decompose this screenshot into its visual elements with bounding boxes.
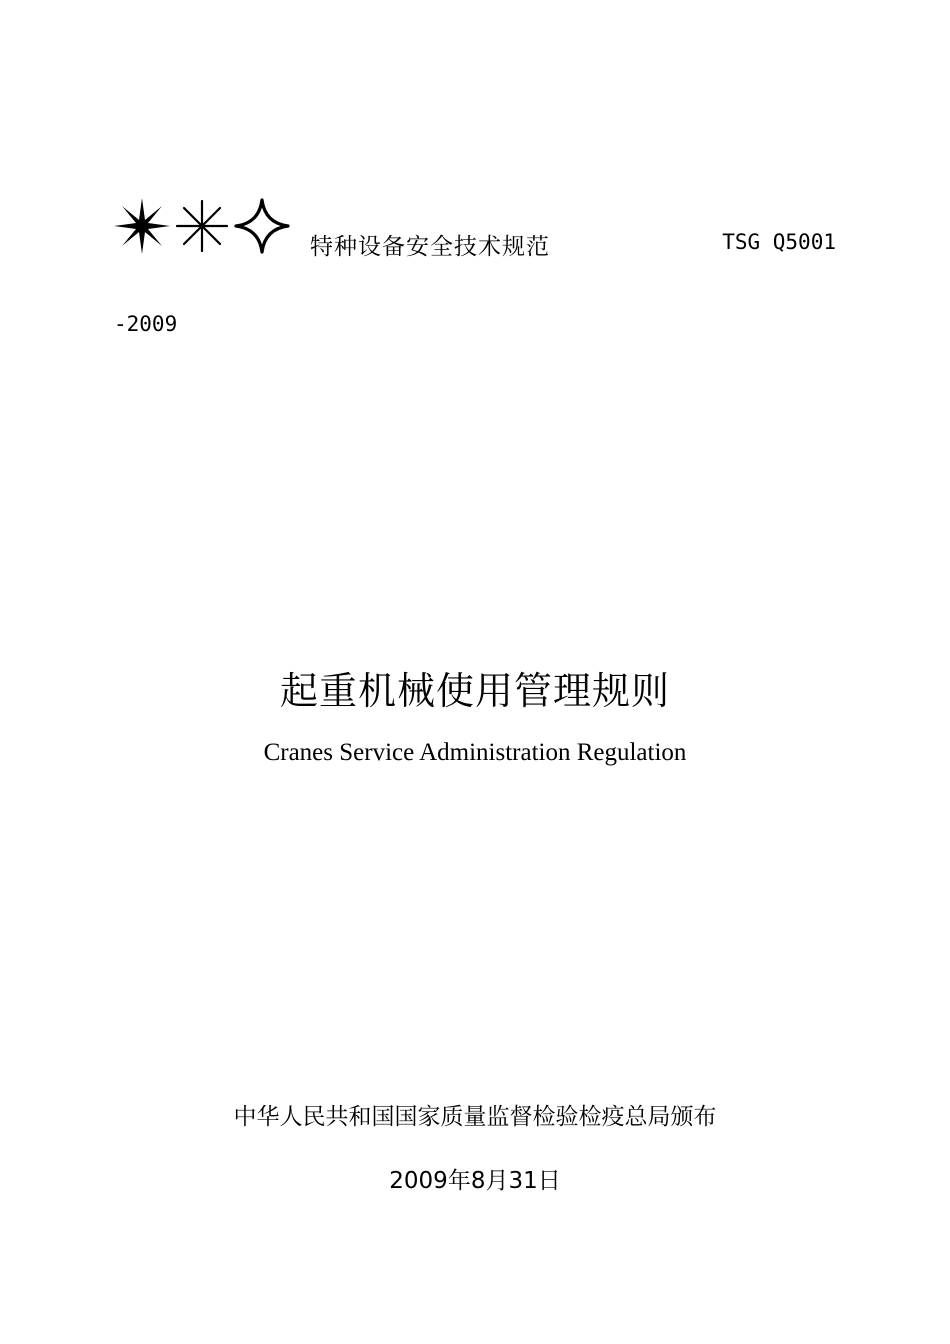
issue-date: 2009年8月31日 (389, 1168, 561, 1194)
issuing-authority: 中华人民共和国国家质量监督检验检疫总局颁布 (233, 1104, 717, 1130)
document-title-chinese: 起重机械使用管理规则 (279, 669, 670, 713)
document-title-english: Cranes Service Administration Regulation (263, 739, 687, 766)
standard-code: TSG Q5001 (722, 230, 836, 254)
asterisk-star-icon (174, 198, 230, 254)
four-point-star-icon (234, 198, 290, 254)
logo-stars (114, 194, 294, 258)
series-name: 特种设备安全技术规范 (310, 234, 550, 260)
document-header (114, 194, 836, 258)
eight-point-star-icon (114, 198, 170, 254)
standard-code-year: -2009 (114, 312, 178, 336)
